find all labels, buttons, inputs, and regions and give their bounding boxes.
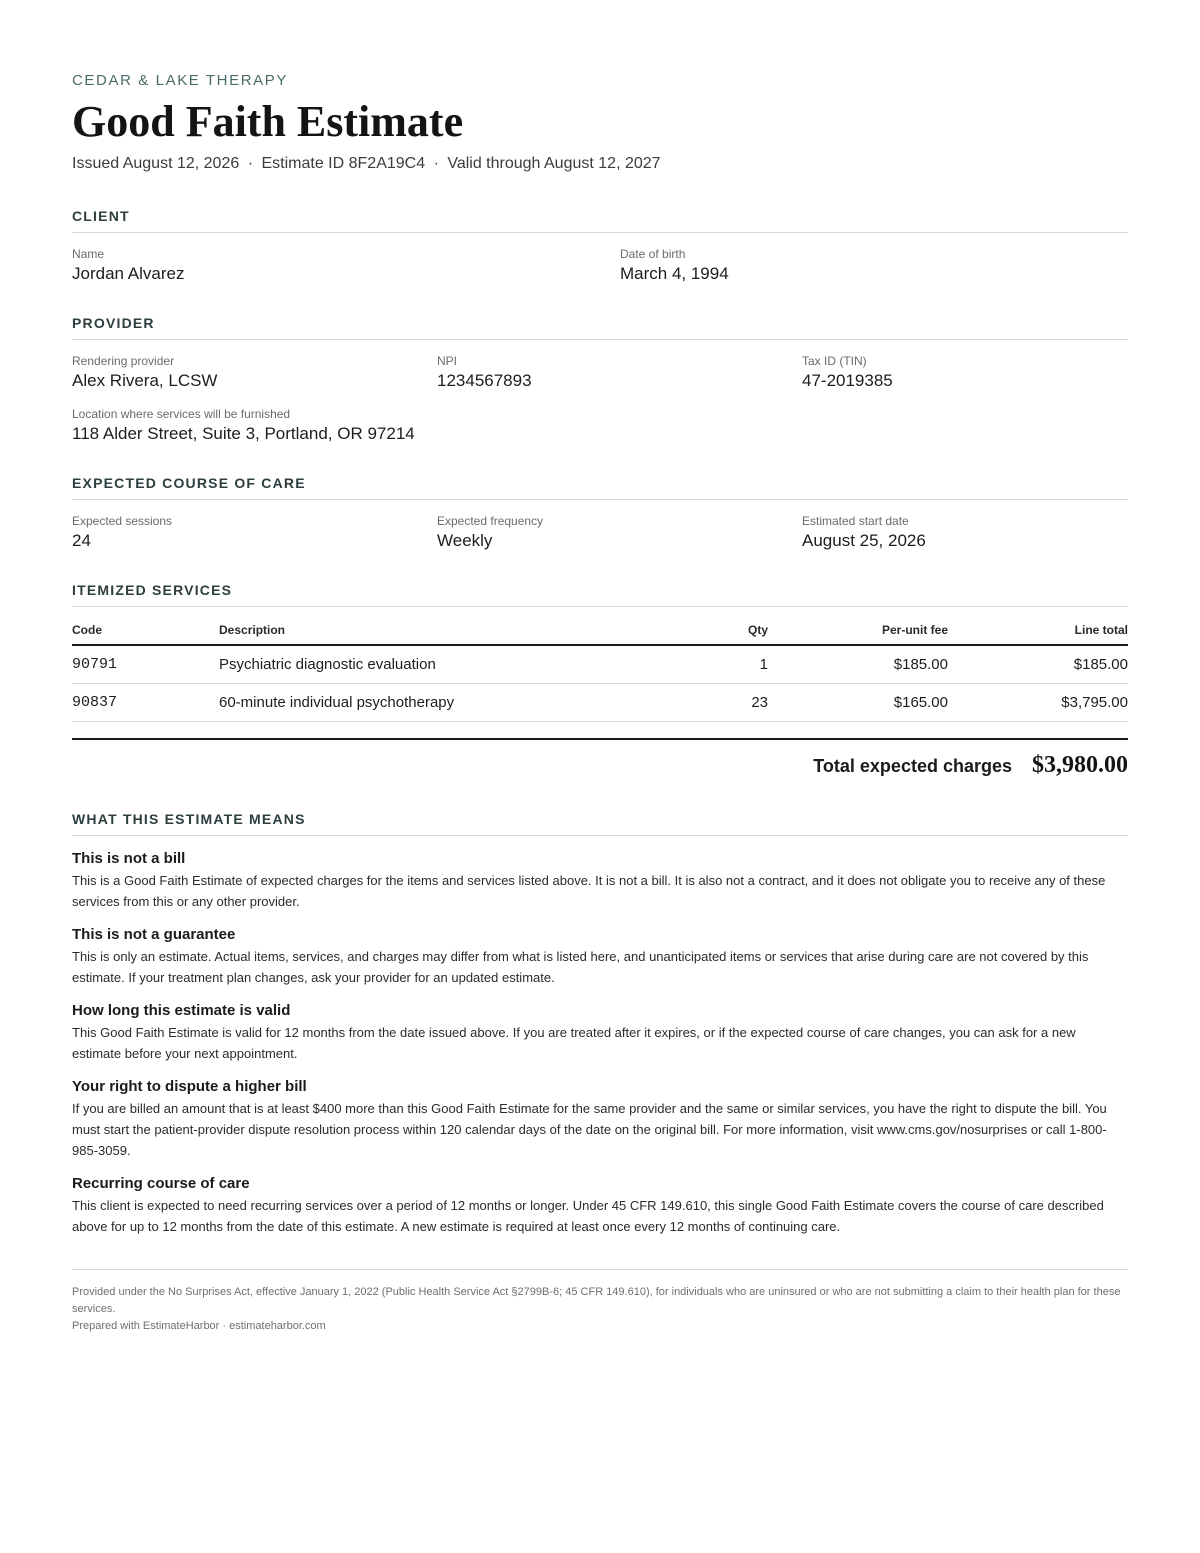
tin-field [802,354,893,392]
field-label: Rendering provider [72,354,175,368]
field-label: Date of birth [620,247,686,261]
section-heading-care: EXPECTED COURSE OF CARE [72,475,1128,500]
start-date-value: August 25, 2026 [802,531,926,550]
service-line-total: $185.00 [948,645,1128,684]
meta-separator: · [433,155,439,172]
prepared-with: Prepared with EstimateHarbor · estimateharbor.com [72,1320,326,1332]
page-footer [72,1269,1128,1335]
notice-dispute [72,1078,1128,1161]
location-field [72,407,415,445]
field-label: Expected frequency [437,514,544,528]
total-label: Total expected charges [813,756,1012,776]
provider-fields [72,354,1128,392]
service-qty: 23 [668,684,768,722]
notice-body: This is only an estimate. Actual items, services, and charges may differ from what is listed here, and unanticipated items or services that arise during care are not covered by this estimate. If your treatment plan changes, ask your provider for an updated estimate. [72,949,1089,985]
field-label: Expected sessions [72,514,173,528]
service-qty: 1 [668,645,768,684]
notice-body: If you are billed an amount that is at least $400 more than this Good Faith Estimate for the same provider and the same or similar services, you have the right to dispute the bill. You must start the patient-provider dispute resolution process within 120 calendar days of the date on the original bill. For more information, visit www.cms.gov/nosurprises or call 1-800-985-3059. [72,1101,1107,1158]
notice-not-a-guarantee [72,926,1128,988]
field-label: Location where services will be furnished [72,407,291,421]
valid-through: Valid through August 12, 2027 [447,155,661,172]
sessions-value: 24 [72,531,91,550]
notice-title: Recurring course of care [72,1175,250,1192]
column-header-qty: Qty [668,619,768,645]
section-heading-meaning: WHAT THIS ESTIMATE MEANS [72,811,1128,836]
service-line-total: $3,795.00 [948,684,1128,722]
location-value: 118 Alder Street, Suite 3, Portland, OR 97214 [72,424,415,443]
notice-validity [72,1002,1128,1064]
client-section [72,208,1128,285]
services-section [72,582,1128,779]
total-value: $3,980.00 [1032,752,1128,778]
notice-title: How long this estimate is valid [72,1002,291,1019]
field-label: Tax ID (TIN) [802,354,867,368]
notice-body: This is a Good Faith Estimate of expected charges for the items and services listed above. It is not a bill. It is also not a contract, and it does not obligate you to receive any of these services from this or any other provider. [72,873,1106,909]
field-label: Estimated start date [802,514,909,528]
frequency-value: Weekly [437,531,493,550]
section-heading-provider: PROVIDER [72,315,1128,340]
client-fields [72,247,1128,285]
section-heading-services: ITEMIZED SERVICES [72,582,1128,607]
column-header-per-unit-fee: Per-unit fee [768,619,948,645]
column-header-description: Description [219,619,668,645]
notice-recurring-care [72,1175,1128,1237]
service-code: 90791 [72,645,219,684]
practice-name: CEDAR & LAKE THERAPY [72,72,288,89]
sessions-field [72,514,437,552]
document-header [72,72,1128,174]
notice-body: This client is expected to need recurring services over a period of 12 months or longer. Under 45 CFR 149.610, this single Good Faith Estimate covers the course of care described above for up to 12 months from the date of this estimate. A new estimate is required at least once every 12 months of continuing care. [72,1198,1104,1234]
page-title: Good Faith Estimate [72,97,464,146]
field-label: NPI [437,354,458,368]
column-header-code: Code [72,619,219,645]
notice-title: This is not a bill [72,850,186,867]
care-fields [72,514,1128,552]
meta-separator: · [247,155,254,172]
legal-notice: Provided under the No Surprises Act, effective January 1, 2022 (Public Health Service Act §2799B-6; 45 CFR 149.610), for individuals who are uninsured or who are not submitting a claim to their health plan for these services. [72,1286,1121,1315]
client-name: Jordan Alvarez [72,264,185,283]
section-heading-client: CLIENT [72,208,1128,233]
table-header-row [72,619,1128,645]
service-description: 60-minute individual psychotherapy [219,684,668,722]
notice-body: This Good Faith Estimate is valid for 12 months from the date issued above. If you are treated after it expires, or if the expected course of care changes, you can ask for a new estimate before your next appointment. [72,1025,1076,1061]
location-fields [72,407,1128,445]
start-date-field [802,514,926,552]
service-description: Psychiatric diagnostic evaluation [219,645,668,684]
field-label: Name [72,247,105,261]
service-unit-fee: $165.00 [768,684,948,722]
notice-title: This is not a guarantee [72,926,236,943]
service-code: 90837 [72,684,219,722]
rendering-provider-field [72,354,437,392]
estimate-meta [72,154,1128,174]
client-name-field [72,247,620,285]
client-dob-field [620,247,729,285]
service-unit-fee: $185.00 [768,645,948,684]
total-row [72,738,1128,779]
npi-field [437,354,802,392]
table-row [72,684,1128,722]
meaning-section [72,811,1128,1237]
client-dob: March 4, 1994 [620,264,729,283]
provider-section [72,315,1128,445]
care-section [72,475,1128,552]
tin-value: 47-2019385 [802,371,893,390]
npi-value: 1234567893 [437,371,532,390]
services-table [72,619,1128,722]
frequency-field [437,514,802,552]
table-row [72,645,1128,684]
rendering-provider: Alex Rivera, LCSW [72,371,218,390]
issued-date: Issued August 12, 2026 [72,155,240,172]
notice-title: Your right to dispute a higher bill [72,1078,307,1095]
estimate-id: Estimate ID 8F2A19C4 [261,155,426,172]
notice-not-a-bill [72,850,1128,912]
column-header-line-total: Line total [948,619,1128,645]
